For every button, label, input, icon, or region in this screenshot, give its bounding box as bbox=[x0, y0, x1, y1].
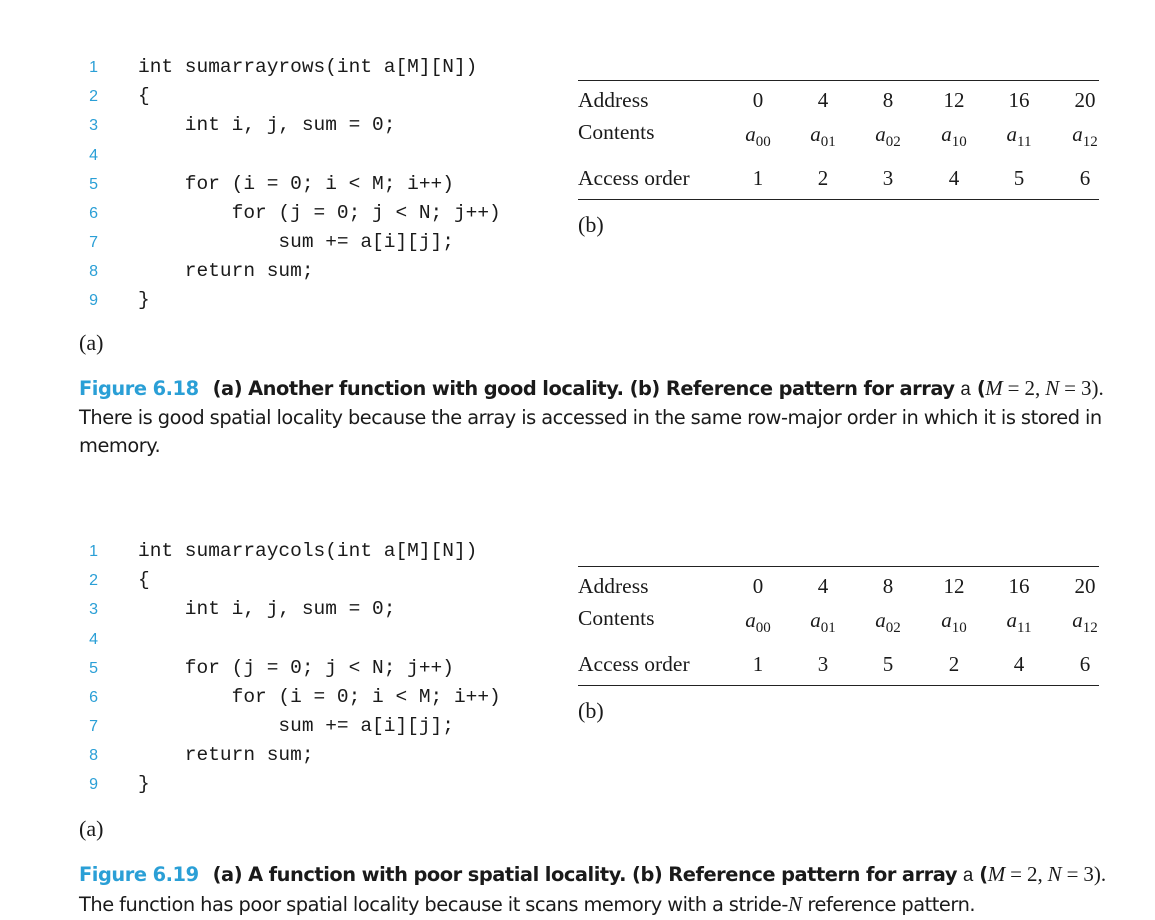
table-bottom-rule bbox=[578, 199, 1099, 200]
line-number: 4 bbox=[89, 147, 98, 164]
access-order-cell: 2 bbox=[948, 652, 960, 676]
figure-caption bbox=[79, 374, 1139, 460]
line-number: 2 bbox=[89, 88, 98, 105]
access-order-cell: 2 bbox=[817, 166, 829, 190]
address-cell: 4 bbox=[817, 574, 829, 598]
contents-cell: $a_{00}$ bbox=[745, 608, 771, 637]
subfigure-label-a: (a) bbox=[79, 816, 104, 841]
address-label: Address bbox=[578, 574, 649, 598]
contents-label: Contents bbox=[578, 606, 655, 630]
contents-cell: $a_{01}$ bbox=[810, 608, 836, 637]
code-text: { bbox=[138, 569, 150, 591]
code-text: for (i = 0; i < M; i++) bbox=[138, 173, 454, 195]
line-number: 5 bbox=[89, 176, 98, 193]
address-cell: 8 bbox=[882, 574, 894, 598]
line-number: 2 bbox=[89, 572, 98, 589]
contents-cell: $a_{10}$ bbox=[941, 608, 967, 637]
subfigure-label-b: (b) bbox=[578, 212, 604, 237]
line-number: 8 bbox=[89, 747, 98, 764]
line-number: 9 bbox=[89, 292, 98, 309]
subfigure-label-a: (a) bbox=[79, 330, 104, 355]
code-text: } bbox=[138, 773, 150, 795]
code-text: { bbox=[138, 85, 150, 107]
address-cell: 8 bbox=[882, 88, 894, 112]
code-text: int i, j, sum = 0; bbox=[138, 598, 396, 620]
table-top-rule bbox=[578, 80, 1099, 81]
access-order-label: Access order bbox=[578, 652, 690, 676]
code-text: int i, j, sum = 0; bbox=[138, 114, 396, 136]
caption-body: The function has poor spatial locality because it scans memory with a stride-N reference pattern. bbox=[79, 892, 976, 916]
address-cell: 0 bbox=[752, 88, 764, 112]
line-number: 4 bbox=[89, 631, 98, 648]
line-number: 7 bbox=[89, 718, 98, 735]
code-text: int sumarrayrows(int a[M][N]) bbox=[138, 56, 478, 78]
line-number: 3 bbox=[89, 601, 98, 618]
line-number: 1 bbox=[89, 59, 98, 76]
line-number: 6 bbox=[89, 689, 98, 706]
caption-body: There is good spatial locality because the array is accessed in the same row-major order in which it is stored in memory. bbox=[79, 406, 1102, 457]
caption-params: (M = 2, N = 3). bbox=[976, 376, 1104, 400]
contents-label: Contents bbox=[578, 120, 655, 144]
figure-caption bbox=[79, 860, 1139, 919]
access-order-cell: 1 bbox=[752, 652, 764, 676]
caption-figure-number: Figure 6.18 bbox=[79, 377, 199, 400]
contents-cell: $a_{12}$ bbox=[1072, 608, 1098, 637]
address-cell: 0 bbox=[752, 574, 764, 598]
access-order-cell: 6 bbox=[1079, 652, 1091, 676]
caption-figure-number: Figure 6.19 bbox=[79, 863, 199, 886]
contents-cell: $a_{12}$ bbox=[1072, 122, 1098, 151]
caption-code-ref: a bbox=[962, 865, 974, 887]
contents-cell: $a_{11}$ bbox=[1006, 608, 1032, 637]
address-cell: 20 bbox=[1074, 574, 1096, 598]
code-text: int sumarraycols(int a[M][N]) bbox=[138, 540, 478, 562]
table-bottom-rule bbox=[578, 685, 1099, 686]
code-text: for (i = 0; i < M; i++) bbox=[138, 686, 501, 708]
contents-cell: $a_{01}$ bbox=[810, 122, 836, 151]
line-number: 3 bbox=[89, 117, 98, 134]
code-text: return sum; bbox=[138, 260, 314, 282]
contents-cell: $a_{02}$ bbox=[875, 122, 901, 151]
contents-cell: $a_{00}$ bbox=[745, 122, 771, 151]
code-text: } bbox=[138, 289, 150, 311]
address-cell: 16 bbox=[1008, 88, 1030, 112]
subfigure-label-b: (b) bbox=[578, 698, 604, 723]
access-order-cell: 3 bbox=[882, 166, 894, 190]
code-text: sum += a[i][j]; bbox=[138, 231, 454, 253]
caption-title: (a) Another function with good locality. (b) Reference pattern for array bbox=[212, 377, 955, 400]
address-cell: 12 bbox=[943, 574, 965, 598]
access-order-cell: 6 bbox=[1079, 166, 1091, 190]
code-text: for (j = 0; j < N; j++) bbox=[138, 202, 501, 224]
address-label: Address bbox=[578, 88, 649, 112]
contents-cell: $a_{10}$ bbox=[941, 122, 967, 151]
code-text: return sum; bbox=[138, 744, 314, 766]
line-number: 8 bbox=[89, 263, 98, 280]
address-cell: 4 bbox=[817, 88, 829, 112]
line-number: 1 bbox=[89, 543, 98, 560]
contents-cell: $a_{02}$ bbox=[875, 608, 901, 637]
access-order-cell: 1 bbox=[752, 166, 764, 190]
caption-code-ref: a bbox=[959, 379, 972, 401]
code-text: for (j = 0; j < N; j++) bbox=[138, 657, 454, 679]
contents-cell: $a_{11}$ bbox=[1006, 122, 1032, 151]
access-order-label: Access order bbox=[578, 166, 690, 190]
access-order-cell: 3 bbox=[817, 652, 829, 676]
line-number: 7 bbox=[89, 234, 98, 251]
table-top-rule bbox=[578, 566, 1099, 567]
address-cell: 12 bbox=[943, 88, 965, 112]
caption-title: (a) A function with poor spatial locality. (b) Reference pattern for array bbox=[212, 863, 958, 886]
address-cell: 16 bbox=[1008, 574, 1030, 598]
line-number: 5 bbox=[89, 660, 98, 677]
access-order-cell: 4 bbox=[948, 166, 960, 190]
line-number: 9 bbox=[89, 776, 98, 793]
address-cell: 20 bbox=[1074, 88, 1096, 112]
caption-params: (M = 2, N = 3). bbox=[979, 862, 1107, 886]
line-number: 6 bbox=[89, 205, 98, 222]
access-order-cell: 5 bbox=[882, 652, 894, 676]
access-order-cell: 4 bbox=[1013, 652, 1025, 676]
access-order-cell: 5 bbox=[1013, 166, 1025, 190]
code-text: sum += a[i][j]; bbox=[138, 715, 454, 737]
